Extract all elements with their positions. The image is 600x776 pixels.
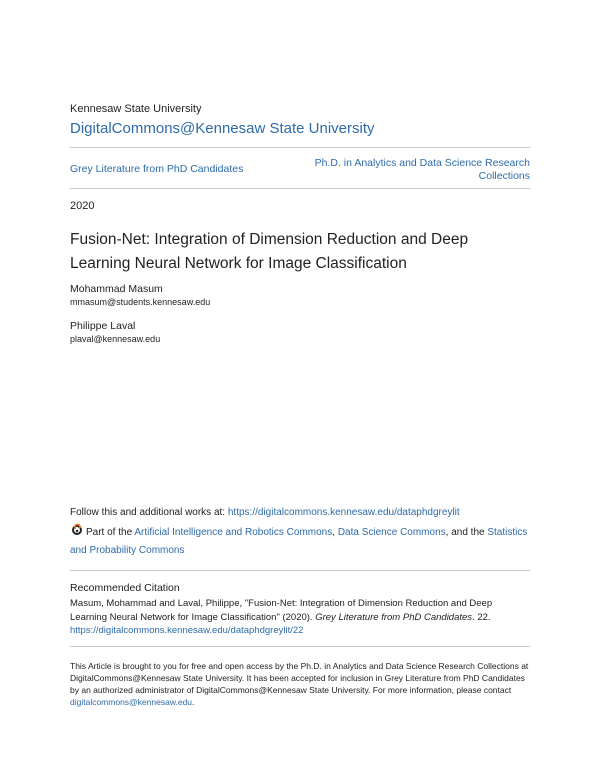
statistics-probability-commons-link[interactable]: Statistics and Probability Commons bbox=[70, 527, 528, 556]
open-access-icon bbox=[70, 523, 84, 543]
separator: , and the bbox=[445, 527, 488, 538]
citation-text bbox=[70, 597, 530, 638]
author-email: plaval@kennesaw.edu bbox=[70, 334, 161, 344]
citation-body: Masum, Mohammad and Laval, Philippe, "Fusion-Net: Integration of Dimension Reduction and Deep Learning Neural Network for Image Classification" (2020). bbox=[70, 598, 493, 623]
citation-heading: Recommended Citation bbox=[70, 582, 180, 594]
divider bbox=[70, 147, 530, 148]
collection-link-left[interactable]: Grey Literature from PhD Candidates bbox=[70, 163, 244, 175]
author-name: Philippe Laval bbox=[70, 320, 136, 332]
citation-url-link[interactable]: https://digitalcommons.kennesaw.edu/dataphdgreylit/22 bbox=[70, 625, 304, 636]
author-email: mmasum@students.kennesaw.edu bbox=[70, 297, 211, 307]
collection-link-right[interactable]: Ph.D. in Analytics and Data Science Research Collections bbox=[314, 157, 530, 182]
follow-line bbox=[70, 506, 530, 520]
part-of-prefix: Part of the bbox=[86, 527, 135, 538]
part-of-line bbox=[70, 523, 530, 559]
follow-url-link[interactable]: https://digitalcommons.kennesaw.edu/dataphdgreylit bbox=[227, 507, 460, 518]
citation-journal: Grey Literature from PhD Candidates bbox=[315, 611, 473, 623]
divider bbox=[70, 188, 530, 189]
article-title: Fusion-Net: Integration of Dimension Reduction and Deep Learning Neural Network for Image Classification bbox=[70, 231, 469, 272]
repository-link[interactable]: DigitalCommons@Kennesaw State University bbox=[70, 120, 375, 137]
citation-suffix: . 22. bbox=[472, 611, 491, 623]
follow-prefix: Follow this and additional works at: bbox=[70, 507, 228, 518]
publication-year: 2020 bbox=[70, 200, 95, 212]
footer-notice bbox=[70, 660, 530, 708]
ai-robotics-commons-link[interactable]: Artificial Intelligence and Robotics Commons bbox=[134, 527, 333, 538]
footer-text: This Article is brought to you for free and open access by the Ph.D. in Analytics and Data Science Research Collections at DigitalCommons@Kennesaw State University. It has been accepted for inclusion in Grey Literature from PhD Candidates by an authorized administrator of DigitalCommons@Kennesaw State University. For more information, please contact bbox=[70, 661, 529, 695]
divider bbox=[70, 646, 530, 647]
contact-email-link[interactable]: digitalcommons@kennesaw.edu bbox=[70, 697, 193, 707]
separator: , bbox=[332, 527, 338, 538]
data-science-commons-link[interactable]: Data Science Commons bbox=[337, 527, 446, 538]
footer-end: . bbox=[192, 697, 195, 707]
author-name: Mohammad Masum bbox=[70, 283, 163, 295]
divider bbox=[70, 570, 530, 571]
institution-name: Kennesaw State University bbox=[70, 103, 202, 115]
